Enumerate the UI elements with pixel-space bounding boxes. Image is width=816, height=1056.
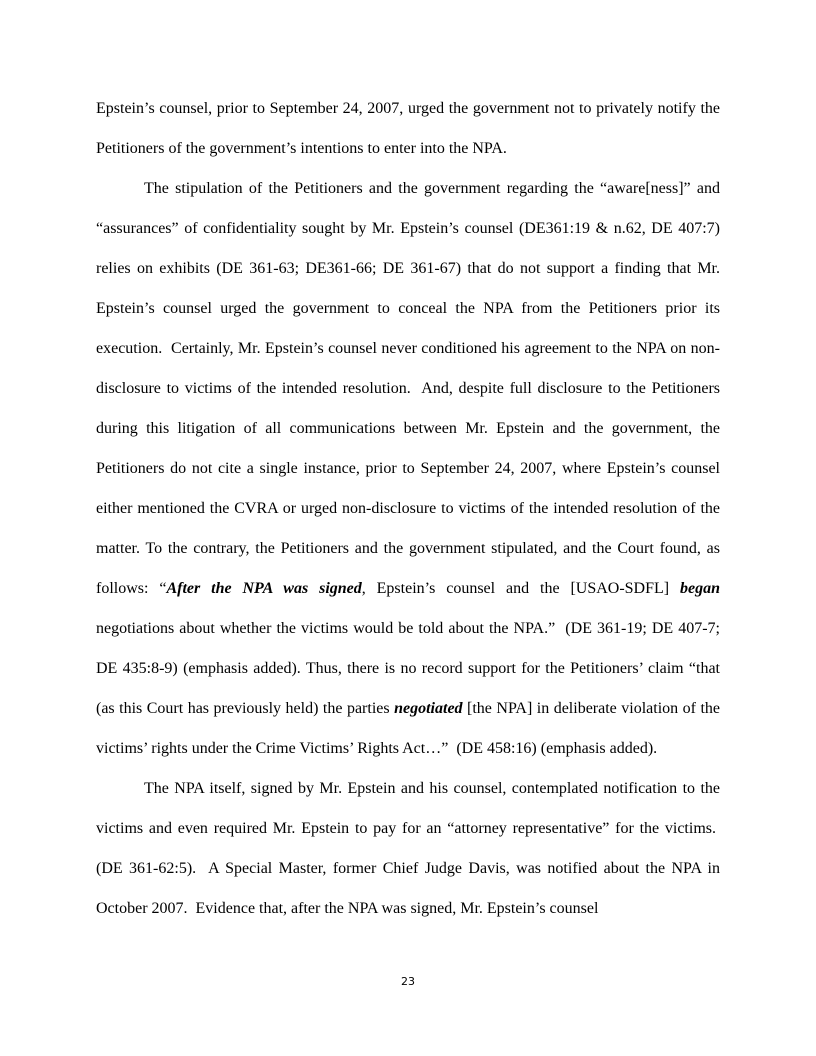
paragraph-3: The NPA itself, signed by Mr. Epstein and his counsel, contemplated notification to the victims and even required Mr. Epstein to pay for an “attorney representative” for the victims. (DE 361-62:5). A Special Master, former Chief Judge Davis, was notified about the NPA in October 2007. Evidence that, after the NPA was signed, Mr. Epstein’s counsel <box>96 780 720 917</box>
paragraph-2 <box>96 169 720 769</box>
paragraph-2-text-d: [the NPA] in deliberate violation of the victims’ rights under the Crime Victims’ Rights Act…” (DE 458:16) (emphasis added). <box>96 700 721 757</box>
paragraph-2-text-c: negotiations about whether the victims would be told about the NPA.” (DE 361-19; DE 407-7; DE 435:8-9) (emphasis added). Thus, there is no record support for the Petitioners’ claim “that (as this Court has previously held) the parties <box>96 620 720 717</box>
emphasis-after-npa-signed: After the NPA was signed <box>166 580 362 597</box>
paragraph-1: Epstein’s counsel, prior to September 24, 2007, urged the government not to privately notify the Petitioners of the government’s intentions to enter into the NPA. <box>96 100 720 157</box>
emphasis-negotiated: negotiated <box>394 700 463 717</box>
page-number: 23 <box>401 975 415 988</box>
emphasis-began: began <box>680 580 721 597</box>
paragraph-2-text-b: , Epstein’s counsel and the [USAO-SDFL] <box>361 580 681 597</box>
body-text <box>96 89 720 929</box>
paragraph-2-text-a: The stipulation of the Petitioners and the government regarding the “aware[ness]” and “assurances” of confidentiality sought by Mr. Epstein’s counsel (DE361:19 & n.62, DE 407:7) relies on exhibits (DE 361-63; DE361-66; DE 361-67) that do not support a finding that Mr. Epstein’s counsel urged the government to conceal the NPA from the Petitioners prior its execution. Certainly, Mr. Epstein’s counsel never conditioned his agreement to the NPA on non-disclosure to victims of the intended resolution. And, despite full disclosure to the Petitioners during this litigation of all communications between Mr. Epstein and the government, the Petitioners do not cite a single instance, prior to September 24, 2007, where Epstein’s counsel either mentioned the CVRA or urged non-disclosure to victims of the intended resolution of the matter. To the contrary, the Petitioners and the government stipulated, and the Court found, as follows: “ <box>96 180 720 597</box>
